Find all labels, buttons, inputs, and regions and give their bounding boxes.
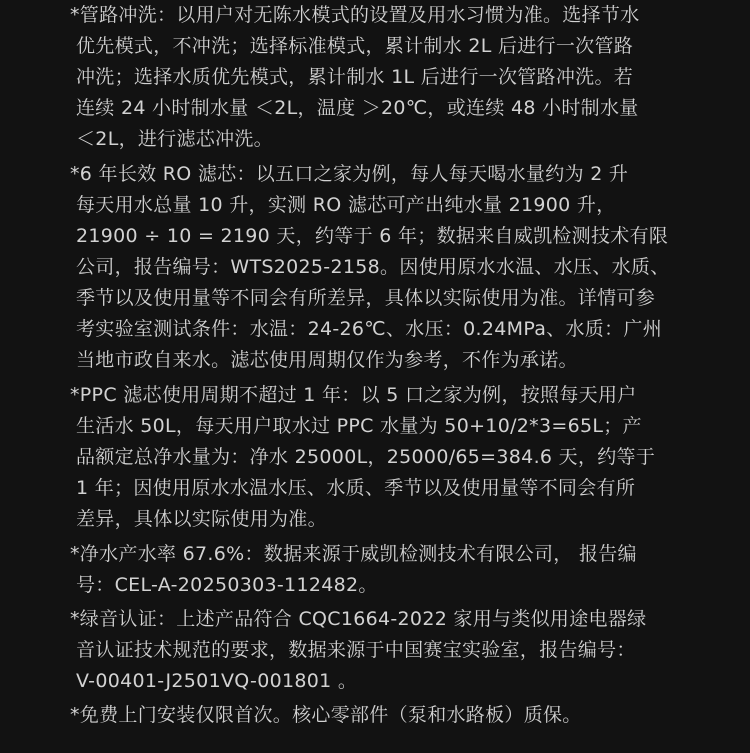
- note-line: 季节以及使用量等不同会有所差异，具体以实际使用为准。详情可参: [76, 287, 656, 309]
- note-line: 优先模式，不冲洗；选择标准模式，累计制水 2L 后进行一次管路: [76, 35, 634, 57]
- note-line: *PPC 滤芯使用周期不超过 1 年：以 5 口之家为例，按照每天用户: [70, 384, 637, 406]
- note-line: 品额定总净水量为：净水 25000L，25000/65=384.6 天，约等于: [76, 446, 656, 468]
- note-line: 公司，报告编号：WTS2025-2158。因使用原水水温、水压、水质、: [76, 256, 670, 278]
- note-line: *绿音认证：上述产品符合 CQC1664-2022 家用与类似用途电器绿: [70, 608, 647, 630]
- note-line: *净水产水率 67.6%：数据来源于威凯检测技术有限公司， 报告编: [70, 543, 637, 565]
- note-line: 冲洗；选择水质优先模式，累计制水 1L 后进行一次管路冲洗。若: [76, 66, 634, 88]
- note-line: 当地市政自来水。滤芯使用周期仅作为参考，不作为承诺。: [76, 349, 578, 371]
- note-line: 21900 ÷ 10 = 2190 天，约等于 6 年；数据来自威凯检测技术有限: [76, 225, 669, 247]
- note-line: 1 年；因使用原水水温水压、水质、季节以及使用量等不同会有所: [76, 477, 636, 499]
- note-line: 考实验室测试条件：水温：24-26℃、水压：0.24MPa、水质：广州: [76, 318, 662, 340]
- note-line: V-00401-J2501VQ-001801 。: [76, 670, 358, 692]
- note-line: 生活水 50L，每天用户取水过 PPC 水量为 50+10/2*3=65L；产: [76, 415, 642, 437]
- note-line: *管路冲洗：以用户对无陈水模式的设置及用水习惯为准。选择节水: [70, 4, 640, 26]
- note-line: 每天用水总量 10 升，实测 RO 滤芯可产出纯水量 21900 升，: [76, 194, 616, 216]
- note-line: 号：CEL-A-20250303-112482。: [76, 574, 378, 596]
- note-line: *免费上门安装仅限首次。核心零部件（泵和水路板）质保。: [70, 704, 582, 726]
- note-line: ＜2L，进行滤芯冲洗。: [76, 128, 273, 150]
- note-line: *6 年长效 RO 滤芯：以五口之家为例，每人每天喝水量约为 2 升: [70, 163, 629, 185]
- note-line: 音认证技术规范的要求，数据来源于中国赛宝实验室，报告编号：: [76, 639, 636, 661]
- note-line: 连续 24 小时制水量 ＜2L，温度 ＞20℃，或连续 48 小时制水量: [76, 97, 639, 119]
- note-line: 差异，具体以实际使用为准。: [76, 508, 327, 530]
